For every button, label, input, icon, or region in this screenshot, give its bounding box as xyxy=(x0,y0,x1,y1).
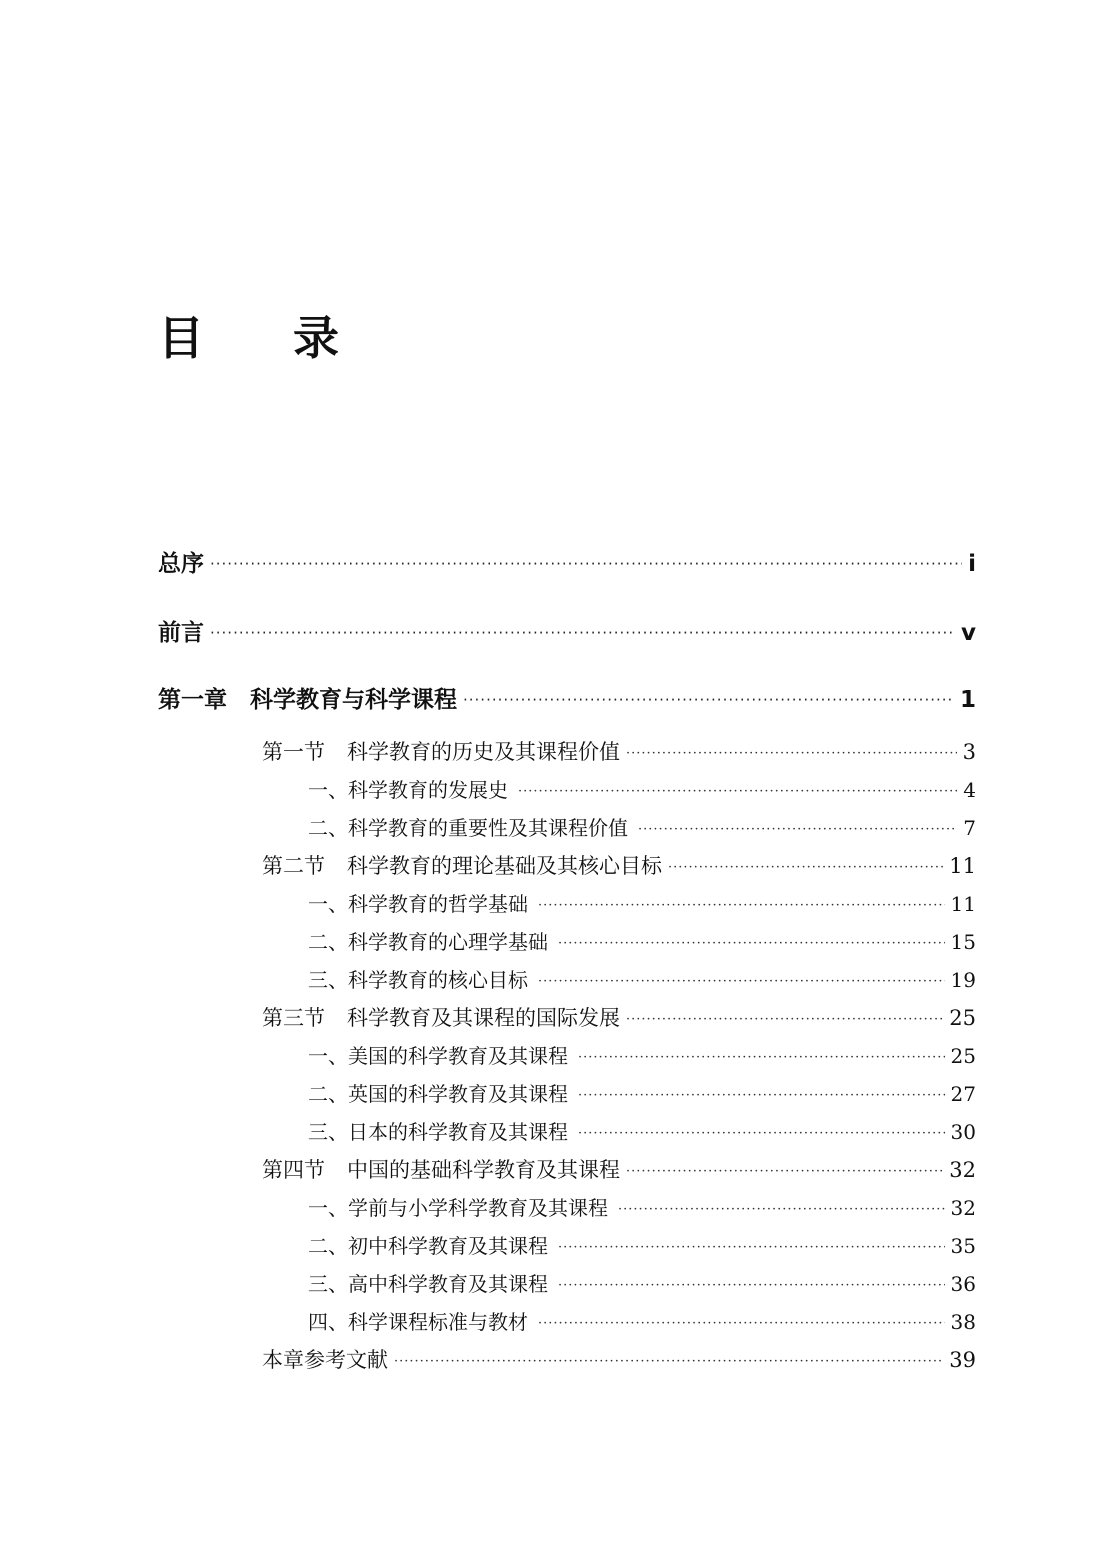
dot-leader xyxy=(558,1240,945,1255)
toc-entry-label: 总序 xyxy=(158,551,204,577)
toc-entry-label: 三、日本的科学教育及其课程 xyxy=(308,1120,568,1144)
toc-entry-item[interactable] xyxy=(308,964,976,994)
toc-entry-label: 一、美国的科学教育及其课程 xyxy=(308,1044,568,1068)
toc-entry-section-1[interactable] xyxy=(262,736,976,766)
toc-entry-item[interactable] xyxy=(308,1192,976,1222)
toc-entry-label xyxy=(262,1154,620,1184)
page-title-char-2: 录 xyxy=(293,311,339,365)
section-number: 第一节 xyxy=(262,740,325,764)
toc-entry-label: 前言 xyxy=(158,620,204,646)
toc-page-number: 3 xyxy=(962,740,976,764)
toc-entry-section-3[interactable] xyxy=(262,1002,976,1032)
toc-page-number: i xyxy=(968,551,976,577)
toc-page-number: 36 xyxy=(950,1272,976,1296)
toc-entry-label: 一、学前与小学科学教育及其课程 xyxy=(308,1196,608,1220)
toc-page-number: v xyxy=(961,620,976,646)
section-title: 科学教育的历史及其课程价值 xyxy=(347,740,620,764)
toc-page-number: 25 xyxy=(949,1006,976,1030)
dot-leader xyxy=(618,1202,945,1217)
toc-entry-label: 二、科学教育的心理学基础 xyxy=(308,930,548,954)
toc-page-number: 25 xyxy=(950,1044,976,1068)
toc-entry-section-4[interactable] xyxy=(262,1154,976,1184)
toc-entry-item[interactable] xyxy=(308,888,976,918)
toc-page-number: 1 xyxy=(959,687,976,713)
toc-entry-label xyxy=(262,850,662,880)
toc-entry-section-2[interactable] xyxy=(262,850,976,880)
toc-entry-label: 一、科学教育的发展史 xyxy=(308,778,508,802)
toc-entry-item[interactable] xyxy=(308,1268,976,1298)
dot-leader xyxy=(626,746,957,761)
section-number: 第二节 xyxy=(262,854,325,878)
toc-entry-label: 二、初中科学教育及其课程 xyxy=(308,1234,548,1258)
section-number: 第四节 xyxy=(262,1158,325,1182)
dot-leader xyxy=(578,1126,945,1141)
toc-entry-item[interactable] xyxy=(308,1040,976,1070)
toc-page-number: 7 xyxy=(963,816,976,840)
dot-leader xyxy=(210,555,962,573)
toc-page-number: 4 xyxy=(963,778,976,802)
section-number: 第三节 xyxy=(262,1006,325,1030)
dot-leader xyxy=(518,784,957,799)
toc-page-number: 11 xyxy=(950,892,976,916)
dot-leader xyxy=(538,1316,945,1331)
toc-entry-item[interactable] xyxy=(308,1116,976,1146)
toc-page-number: 32 xyxy=(949,1158,976,1182)
toc-entry-label xyxy=(262,1002,620,1032)
toc-entry-item[interactable] xyxy=(308,1306,976,1336)
toc-page-number: 30 xyxy=(950,1120,976,1144)
section-title: 中国的基础科学教育及其课程 xyxy=(347,1158,620,1182)
toc-entry-label: 一、科学教育的哲学基础 xyxy=(308,892,528,916)
dot-leader xyxy=(638,822,957,837)
toc-page-number: 15 xyxy=(950,930,976,954)
dot-leader xyxy=(558,1278,945,1293)
dot-leader xyxy=(210,624,955,642)
toc-page-number: 38 xyxy=(950,1310,976,1334)
section-title: 科学教育的理论基础及其核心目标 xyxy=(347,854,662,878)
toc-page-number: 27 xyxy=(950,1082,976,1106)
toc-entry-label: 四、科学课程标准与教材 xyxy=(308,1310,528,1334)
toc-entry-label xyxy=(262,736,620,766)
toc-entry-item[interactable] xyxy=(308,812,976,842)
dot-leader xyxy=(463,691,954,709)
dot-leader xyxy=(626,1012,943,1027)
toc-page-number: 11 xyxy=(949,854,976,878)
toc-entry-item[interactable] xyxy=(308,926,976,956)
toc-entry-item[interactable] xyxy=(308,1078,976,1108)
toc-entry-label: 本章参考文献 xyxy=(262,1348,388,1372)
dot-leader xyxy=(668,860,943,875)
toc-page-number: 39 xyxy=(949,1348,976,1372)
dot-leader xyxy=(558,936,945,951)
dot-leader xyxy=(538,974,945,989)
toc-page-number: 35 xyxy=(950,1234,976,1258)
toc-entry-item[interactable] xyxy=(308,1230,976,1260)
dot-leader xyxy=(626,1164,943,1179)
toc-entry-chapter-1[interactable] xyxy=(158,681,976,713)
dot-leader xyxy=(578,1050,945,1065)
toc-entry-references[interactable] xyxy=(262,1344,976,1374)
toc-entry-general-preface[interactable] xyxy=(158,545,976,577)
page-title-char-1: 目 xyxy=(158,311,204,365)
dot-leader xyxy=(538,898,945,913)
dot-leader xyxy=(394,1354,943,1369)
toc-page-number: 32 xyxy=(950,1196,976,1220)
toc-entry-label: 三、高中科学教育及其课程 xyxy=(308,1272,548,1296)
toc-entry-label: 二、科学教育的重要性及其课程价值 xyxy=(308,816,628,840)
section-title: 科学教育及其课程的国际发展 xyxy=(347,1006,620,1030)
dot-leader xyxy=(578,1088,945,1103)
toc-entry-label: 第一章 科学教育与科学课程 xyxy=(158,687,457,713)
toc-entry-label: 二、英国的科学教育及其课程 xyxy=(308,1082,568,1106)
toc-page-number: 19 xyxy=(950,968,976,992)
toc-entry-preface[interactable] xyxy=(158,614,976,646)
toc-entry-label: 三、科学教育的核心目标 xyxy=(308,968,528,992)
toc-entry-item[interactable] xyxy=(308,774,976,804)
